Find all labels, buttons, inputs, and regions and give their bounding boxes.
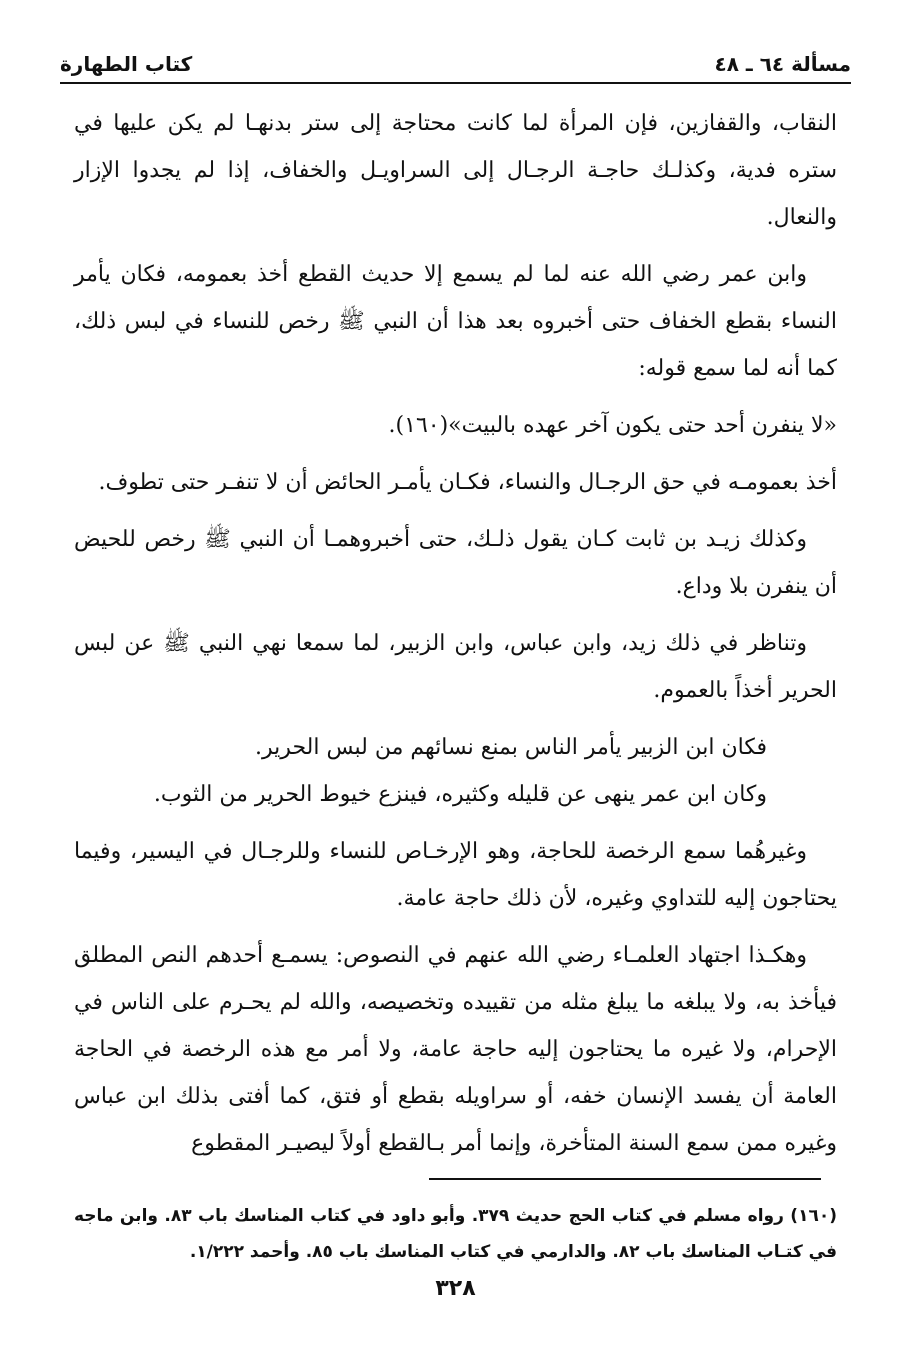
page-number: ٣٢٨	[435, 1276, 476, 1301]
paragraph: وهكـذا اجتهاد العلمـاء رضي الله عنهم في النصوص: يسمـع أحدهم النص المطلق فيأخذ به، ولا يبلغه ما يبلغ مثله من تقييده وتخصيصه، والله لم يحـرم على الناس في الإحرام، ولا غيره ما يحتاجون إليه حاجة عامة، ولا أمر مع هذه الرخصة في الحاجة العامة أن يفسد الإنسان خفه، أو سراويله بقطع أو فتق، كما أفتى بذلك ابن عباس وغيره ممن سمع السنة المتأخرة، وإنما أمر بـالقطع أولاً ليصيـر المقطوع	[74, 943, 837, 1156]
main-text	[74, 100, 837, 1177]
paragraph: النقاب، والقفازين، فإن المرأة لما كانت محتاجة إلى ستر بدنهـا لم يكن عليها في ستره فدية، وكذلـك حاجـة الرجـال إلى السراويـل والخفاف، إذا لم يجدوا الإزار والنعال.	[74, 111, 837, 230]
paragraph: وغيرهُما سمع الرخصة للحاجة، وهو الإرخـاص للنساء وللرجـال في اليسير، وفيما يحتاجون إليه للتداوي وغيره، لأن ذلك حاجة عامة.	[74, 839, 837, 911]
paragraph: فكان ابن الزبير يأمر الناس بمنع نسائهم من لبس الحرير.	[255, 735, 767, 760]
section-label: مسألة ٦٤ ـ ٤٨	[714, 52, 851, 76]
paragraph: وكذلك زيـد بن ثابت كـان يقول ذلـك، حتى أخبروهمـا أن النبي ﷺ رخص للحيض أن ينفرن بلا وداع.	[74, 527, 837, 599]
chapter-title: كتاب الطهارة	[60, 52, 193, 76]
footnotes	[74, 1198, 837, 1270]
paragraph: وتناظر في ذلك زيد، وابن عباس، وابن الزبير، لما سمعا نهي النبي ﷺ عن لبس الحرير أخذاً بالعموم.	[74, 631, 837, 703]
paragraph: وابن عمر رضي الله عنه لما لم يسمع إلا حديث القطع أخذ بعمومه، فكان يأمر النساء بقطع الخفاف حتى أخبروه بعد هذا أن النبي ﷺ رخص للنساء في لبس ذلك، كما أنه لما سمع قوله:	[74, 262, 837, 381]
hadith-quote: «لا ينفرن أحد حتى يكون آخر عهده بالبيت»(١٦٠).	[388, 413, 837, 438]
footnote: (١٦٠) رواه مسلم في كتاب الحج حديث ٣٧٩. وأبو داود في كتاب المناسك باب ٨٣. وابن ماجه في كتـاب المناسك باب ٨٢. والدارمي في كتاب المناسك باب ٨٥. وأحمد ١/٢٢٢.	[74, 1206, 837, 1262]
paragraph: وكان ابن عمر ينهى عن قليله وكثيره، فينزع خيوط الحرير من الثوب.	[153, 782, 767, 807]
paragraph: أخذ بعمومـه في حق الرجـال والنساء، فكـان يأمـر الحائض أن لا تنفـر حتى تطوف.	[98, 470, 837, 495]
footnote-divider	[429, 1178, 821, 1180]
running-header	[60, 36, 851, 84]
